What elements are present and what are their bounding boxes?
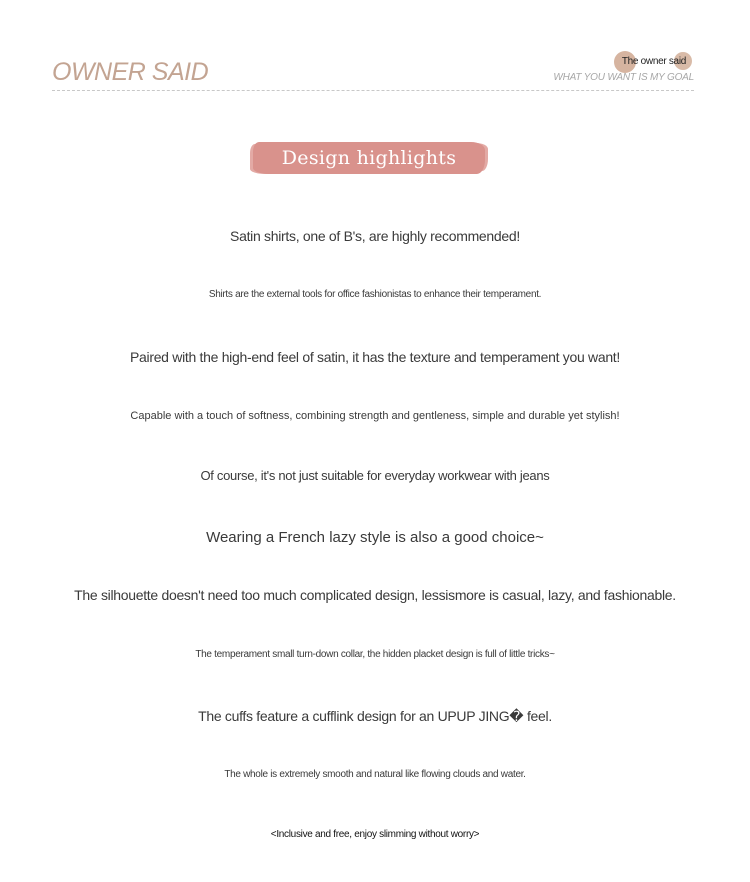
header-right-block bbox=[494, 48, 694, 88]
description-line: Satin shirts, one of B's, are highly recommended! bbox=[230, 228, 520, 244]
tagline: WHAT YOU WANT IS MY GOAL bbox=[553, 72, 694, 83]
section-heading: Design highlights bbox=[281, 147, 457, 169]
owner-said-label: The owner said bbox=[621, 56, 686, 67]
description-line: Paired with the high-end feel of satin, it has the texture and temperament you want! bbox=[130, 349, 620, 365]
description-line: The silhouette doesn't need too much complicated design, lessismore is casual, lazy, and fashionable. bbox=[74, 587, 676, 603]
description-line: Capable with a touch of softness, combining strength and gentleness, simple and durable yet stylish! bbox=[130, 410, 620, 422]
owner-said-header bbox=[52, 44, 694, 92]
page-title: OWNER SAID bbox=[52, 58, 209, 86]
closing-line: <Inclusive and free, enjoy slimming without worry> bbox=[270, 829, 480, 840]
header-divider bbox=[52, 90, 694, 91]
description-line: The whole is extremely smooth and natural like flowing clouds and water. bbox=[224, 769, 526, 780]
description-line: Of course, it's not just suitable for everyday workwear with jeans bbox=[200, 468, 550, 483]
section-badge bbox=[253, 142, 485, 174]
description-line: The temperament small turn-down collar, the hidden placket design is full of little tricks~ bbox=[195, 649, 555, 660]
description-line: Wearing a French lazy style is also a good choice~ bbox=[206, 529, 544, 546]
description-line: The cuffs feature a cufflink design for an UPUP JING� feel. bbox=[198, 708, 552, 724]
description-line: Shirts are the external tools for office fashionistas to enhance their temperament. bbox=[208, 289, 542, 300]
